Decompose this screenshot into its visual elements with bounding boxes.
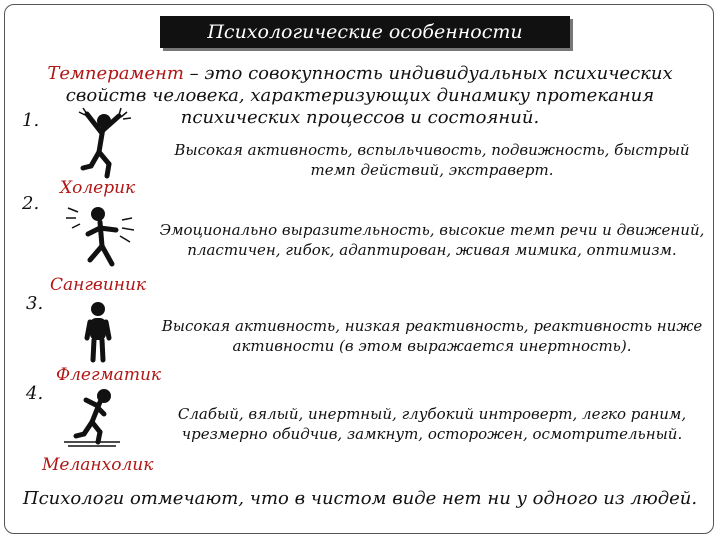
type-name-3: Флегматик <box>56 365 162 385</box>
definition-text: – это совокупность индивидуальных психических свойств человека, характеризующих динамику протекания психических процессов и состояний. <box>65 63 673 128</box>
type-name-2: Сангвиник <box>50 275 147 295</box>
slide-title: Психологические особенности <box>160 16 570 48</box>
type-number-3: 3. <box>26 293 44 314</box>
type-number-4: 4. <box>26 383 44 404</box>
type-description-2: Эмоционально выразительность, высокие темп речи и движений, пластичен, гибок, адаптирован, живая мимика, оптимизм. <box>159 221 705 259</box>
type-description-1: Высокая активность, вспыльчивость, подвижность, быстрый темп действий, экстраверт. <box>174 141 690 179</box>
type-name-4: Меланхолик <box>42 455 154 475</box>
sanguine-figure-icon <box>62 200 142 274</box>
type-number-1: 1. <box>22 110 40 131</box>
type-description-4: Слабый, вялый, инертный, глубокий интроверт, легко раним, чрезмерно обидчив, замкнут, осторожен, осмотрительный. <box>177 405 687 443</box>
conclusion-text: Психологи отмечают, что в чистом виде нет ни у одного из людей. <box>22 488 698 509</box>
type-description-3: Высокая активность, низкая реактивность, реактивность ниже активности (в этом выражается инертность). <box>161 317 703 355</box>
definition-term: Темперамент <box>47 63 184 84</box>
type-number-2: 2. <box>22 193 40 214</box>
type-name-1: Холерик <box>60 178 136 198</box>
melancholic-figure-icon <box>62 384 124 450</box>
phlegmatic-figure-icon <box>80 300 116 364</box>
choleric-figure-icon <box>75 102 137 182</box>
